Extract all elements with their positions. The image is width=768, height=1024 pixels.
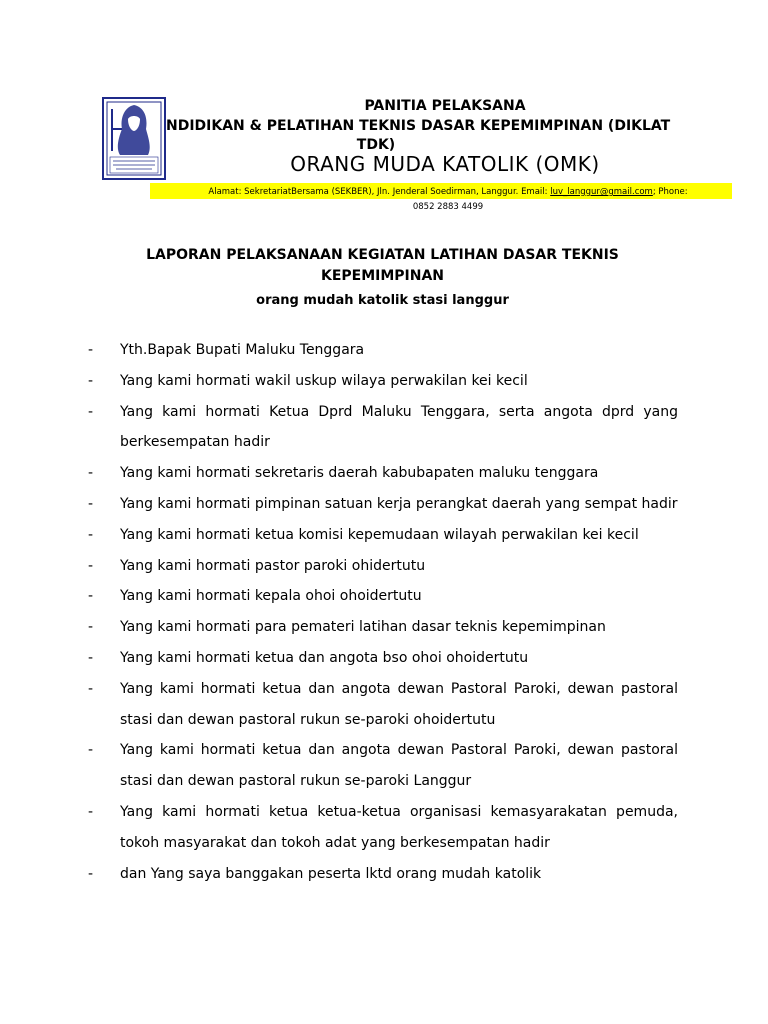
organization-name: ORANG MUDA KATOLIK (OMK): [290, 152, 600, 176]
greeting-text: Yth.Bapak Bupati Maluku Tenggara: [120, 342, 365, 358]
address-block: [158, 185, 738, 215]
bullet-dash: -: [88, 557, 94, 574]
phone-number: 0852 2883 4499: [412, 202, 484, 212]
greeting-text: Yang kami hormati para pemateri latihan dasar teknis kepemimpinan: [120, 619, 606, 636]
greeting-text: Yang kami hormati pimpinan satuan kerja perangkat daerah yang sempat hadir: [120, 495, 678, 512]
committee-title: PANITIA PELAKSANA: [364, 98, 526, 114]
greeting-text: Yang kami hormati ketua dan angota dewan Pastoral Paroki, dewan pastoral stasi dan dewan pastoral rukun se-paroki ohoidertutu: [120, 680, 678, 728]
greeting-text: Yang kami hormati kepala ohoi ohoidertutu: [120, 588, 422, 605]
greeting-text: Yang kami hormati ketua dan angota bso ohoi ohoidertutu: [120, 649, 529, 666]
greeting-item: [88, 397, 678, 459]
bullet-dash: -: [88, 495, 94, 512]
greeting-text: Yang kami hormati ketua komisi kepemudaan wilayah perwakilan kei kecil: [120, 526, 639, 543]
bullet-dash: -: [88, 742, 94, 759]
phone-label: ; Phone:: [652, 187, 688, 197]
greeting-text: Yang kami hormati ketua dan angota dewan Pastoral Paroki, dewan pastoral stasi dan dewan pastoral rukun se-paroki Langgur: [120, 742, 678, 790]
greeting-item: [88, 859, 678, 890]
greeting-text: Yang kami hormati pastor paroki ohidertutu: [120, 557, 426, 574]
bullet-dash: -: [88, 465, 94, 482]
greeting-item: [88, 674, 678, 736]
bullet-dash: -: [88, 372, 94, 389]
greeting-item: [88, 520, 678, 551]
bullet-dash: -: [88, 619, 94, 636]
greeting-item: [88, 612, 678, 643]
program-title-continuation: TDK): [356, 137, 396, 153]
greeting-item: [88, 458, 678, 489]
greeting-item: [88, 797, 678, 859]
bullet-dash: -: [88, 342, 94, 358]
greeting-item: [88, 581, 678, 612]
greeting-text: dan Yang saya banggakan peserta lktd orang mudah katolik: [120, 865, 542, 882]
bullet-dash: -: [88, 526, 94, 543]
greeting-text: Yang kami hormati Ketua Dprd Maluku Tenggara, serta angota dprd yang berkesempatan hadir: [120, 403, 678, 451]
bullet-dash: -: [88, 588, 94, 605]
address-text: Alamat: SekretariatBersama (SEKBER), Jln. Jenderal Soedirman, Langgur. Email:: [208, 187, 551, 197]
report-title: LAPORAN PELAKSANAAN KEGIATAN LATIHAN DASAR TEKNIS KEPEMIMPINAN: [146, 247, 619, 284]
bullet-dash: -: [88, 803, 94, 820]
greeting-item: [88, 643, 678, 674]
bullet-dash: -: [88, 403, 94, 420]
greeting-text: Yang kami hormati wakil uskup wilaya perwakilan kei kecil: [120, 372, 528, 389]
email-link[interactable]: luv_langgur@gmail.com: [550, 187, 653, 197]
organization-logo: [102, 97, 166, 180]
bullet-dash: -: [88, 649, 94, 666]
greeting-item: [88, 366, 678, 397]
greeting-item: [88, 551, 678, 582]
greeting-item: [88, 489, 678, 520]
greetings-list: [88, 335, 678, 889]
report-subtitle: orang mudah katolik stasi langgur: [256, 293, 509, 308]
greeting-item: [88, 335, 678, 366]
bullet-dash: -: [88, 865, 94, 882]
program-title: NDIDIKAN & PELATIHAN TEKNIS DASAR KEPEMIMPINAN (DIKLAT: [166, 118, 671, 134]
greeting-text: Yang kami hormati sekretaris daerah kabubapaten maluku tenggara: [120, 465, 599, 482]
bullet-dash: -: [88, 680, 94, 697]
greeting-text: Yang kami hormati ketua ketua-ketua organisasi kemasyarakatan pemuda, tokoh masyarakat dan tokoh adat yang berkesempatan hadir: [120, 803, 678, 851]
greeting-item: [88, 735, 678, 797]
